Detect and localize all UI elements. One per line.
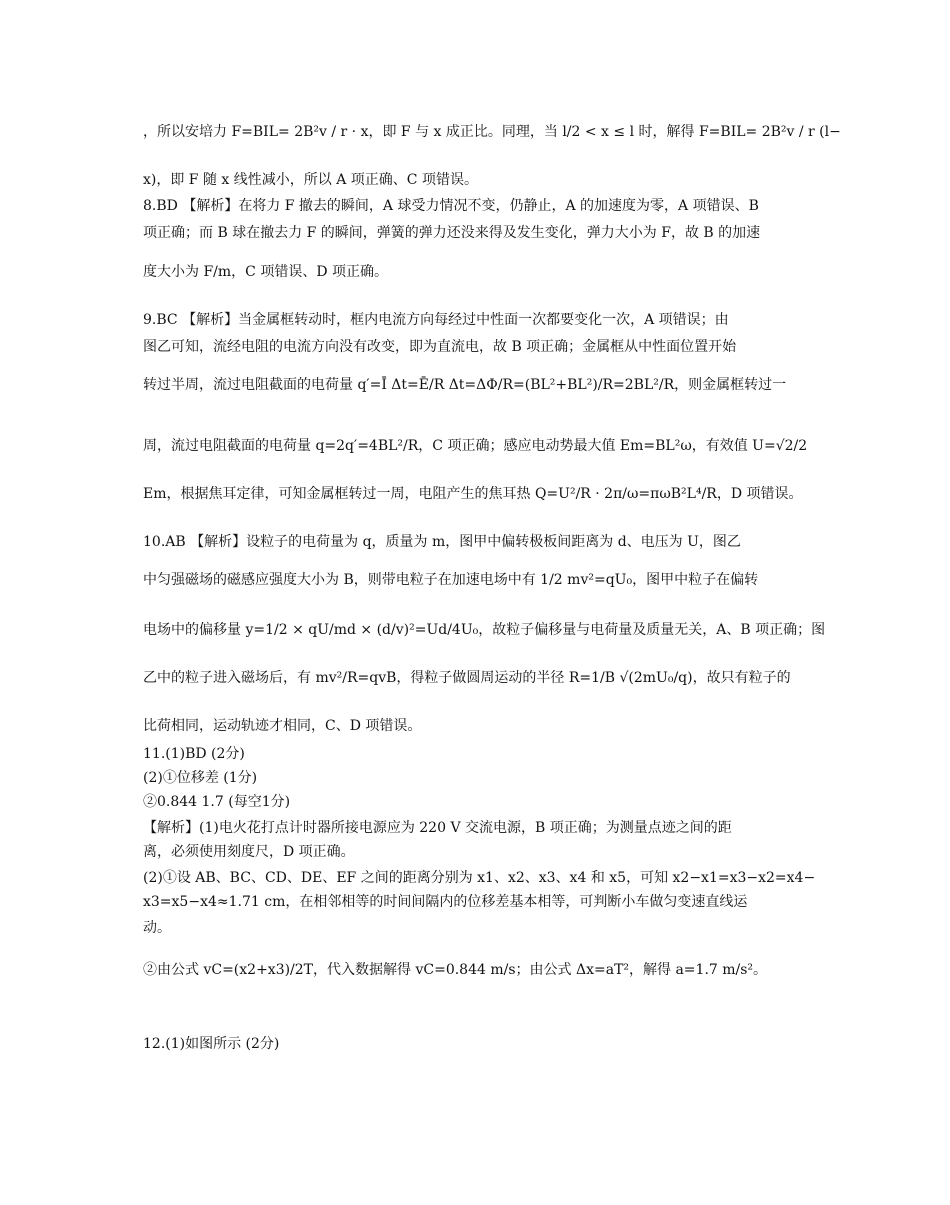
- text-line: 11.(1)BD (2分): [143, 746, 245, 762]
- text-line: 离，必须使用刻度尺，D 项正确。: [143, 844, 355, 860]
- text-line: ②由公式 vC=(x2+x3)/2T，代入数据解得 vC=0.844 m/s；由公式 Δx=aT²，解得 a=1.7 m/s²。: [143, 962, 768, 978]
- text-line: 电场中的偏移量 y=1/2 × qU/md × (d/v)²=Ud/4U₀，故粒子偏移量与电荷量及质量无关，A、B 项正确；图: [143, 622, 826, 638]
- text-line: ②0.844 1.7 (每空1分): [143, 794, 291, 810]
- text-line: ，所以安培力 F=BIL= 2B²v / r · x，即 F 与 x 成正比。同理，当 l/2 < x ≤ l 时，解得 F=BIL= 2B²v / r (l−: [143, 124, 841, 140]
- text-line: (2)①设 AB、BC、CD、DE、EF 之间的距离分别为 x1、x2、x3、x4 和 x5，可知 x2−x1=x3−x2=x4−: [143, 870, 816, 886]
- text-line: 图乙可知，流经电阻的电流方向没有改变，即为直流电，故 B 项正确；金属框从中性面位置开始: [143, 339, 737, 355]
- text-line: x3=x5−x4≈1.71 cm，在相邻相等的时间间隔内的位移差基本相等，可判断小车做匀变速直线运: [143, 894, 748, 910]
- text-line: 10.AB 【解析】设粒子的电荷量为 q，质量为 m，图甲中偏转极板间距离为 d、电压为 U，图乙: [143, 534, 741, 550]
- text-line: x)，即 F 随 x 线性减小，所以 A 项正确、C 项错误。: [143, 172, 478, 188]
- text-line: (2)①位移差 (1分): [143, 770, 258, 786]
- text-line: 动。: [143, 920, 171, 936]
- text-line: 周，流过电阻截面的电荷量 q=2q′=4BL²/R，C 项正确；感应电动势最大值 Em=BL²ω，有效值 U=√2/2: [143, 438, 808, 454]
- text-line: Em，根据焦耳定律，可知金属框转过一周，电阻产生的焦耳热 Q=U²/R · 2π/ω=πωB²L⁴/R，D 项错误。: [143, 486, 803, 502]
- text-line: 8.BD 【解析】在将力 F 撤去的瞬间，A 球受力情况不变，仍静止，A 的加速度为零，A 项错误、B: [143, 198, 759, 214]
- text-line: 转过半周，流过电阻截面的电荷量 q′=Ī Δt=Ē/R Δt=ΔΦ/R=(BL²+BL²)/R=2BL²/R，则金属框转过一: [143, 377, 787, 393]
- text-line: 度大小为 F/m，C 项错误、D 项正确。: [143, 264, 388, 280]
- text-line: 项正确；而 B 球在撤去力 F 的瞬间，弹簧的弹力还没来得及发生变化，弹力大小为 F，故 B 的加速: [143, 225, 761, 241]
- text-line: 9.BC 【解析】当金属框转动时，框内电流方向每经过中性面一次都要变化一次，A 项错误；由: [143, 312, 729, 328]
- text-line: 中匀强磁场的磁感应强度大小为 B，则带电粒子在加速电场中有 1/2 mv²=qU₀，图甲中粒子在偏转: [143, 572, 759, 588]
- text-line: 比荷相同，运动轨迹才相同，C、D 项错误。: [143, 718, 422, 734]
- text-line: 12.(1)如图所示 (2分): [143, 1036, 280, 1052]
- text-line: 乙中的粒子进入磁场后，有 mv²/R=qvB，得粒子做圆周运动的半径 R=1/B √(2mU₀/q)，故只有粒子的: [143, 670, 791, 686]
- text-line: 【解析】(1)电火花打点计时器所接电源应为 220 V 交流电源，B 项正确；为测量点迹之间的距: [143, 820, 732, 836]
